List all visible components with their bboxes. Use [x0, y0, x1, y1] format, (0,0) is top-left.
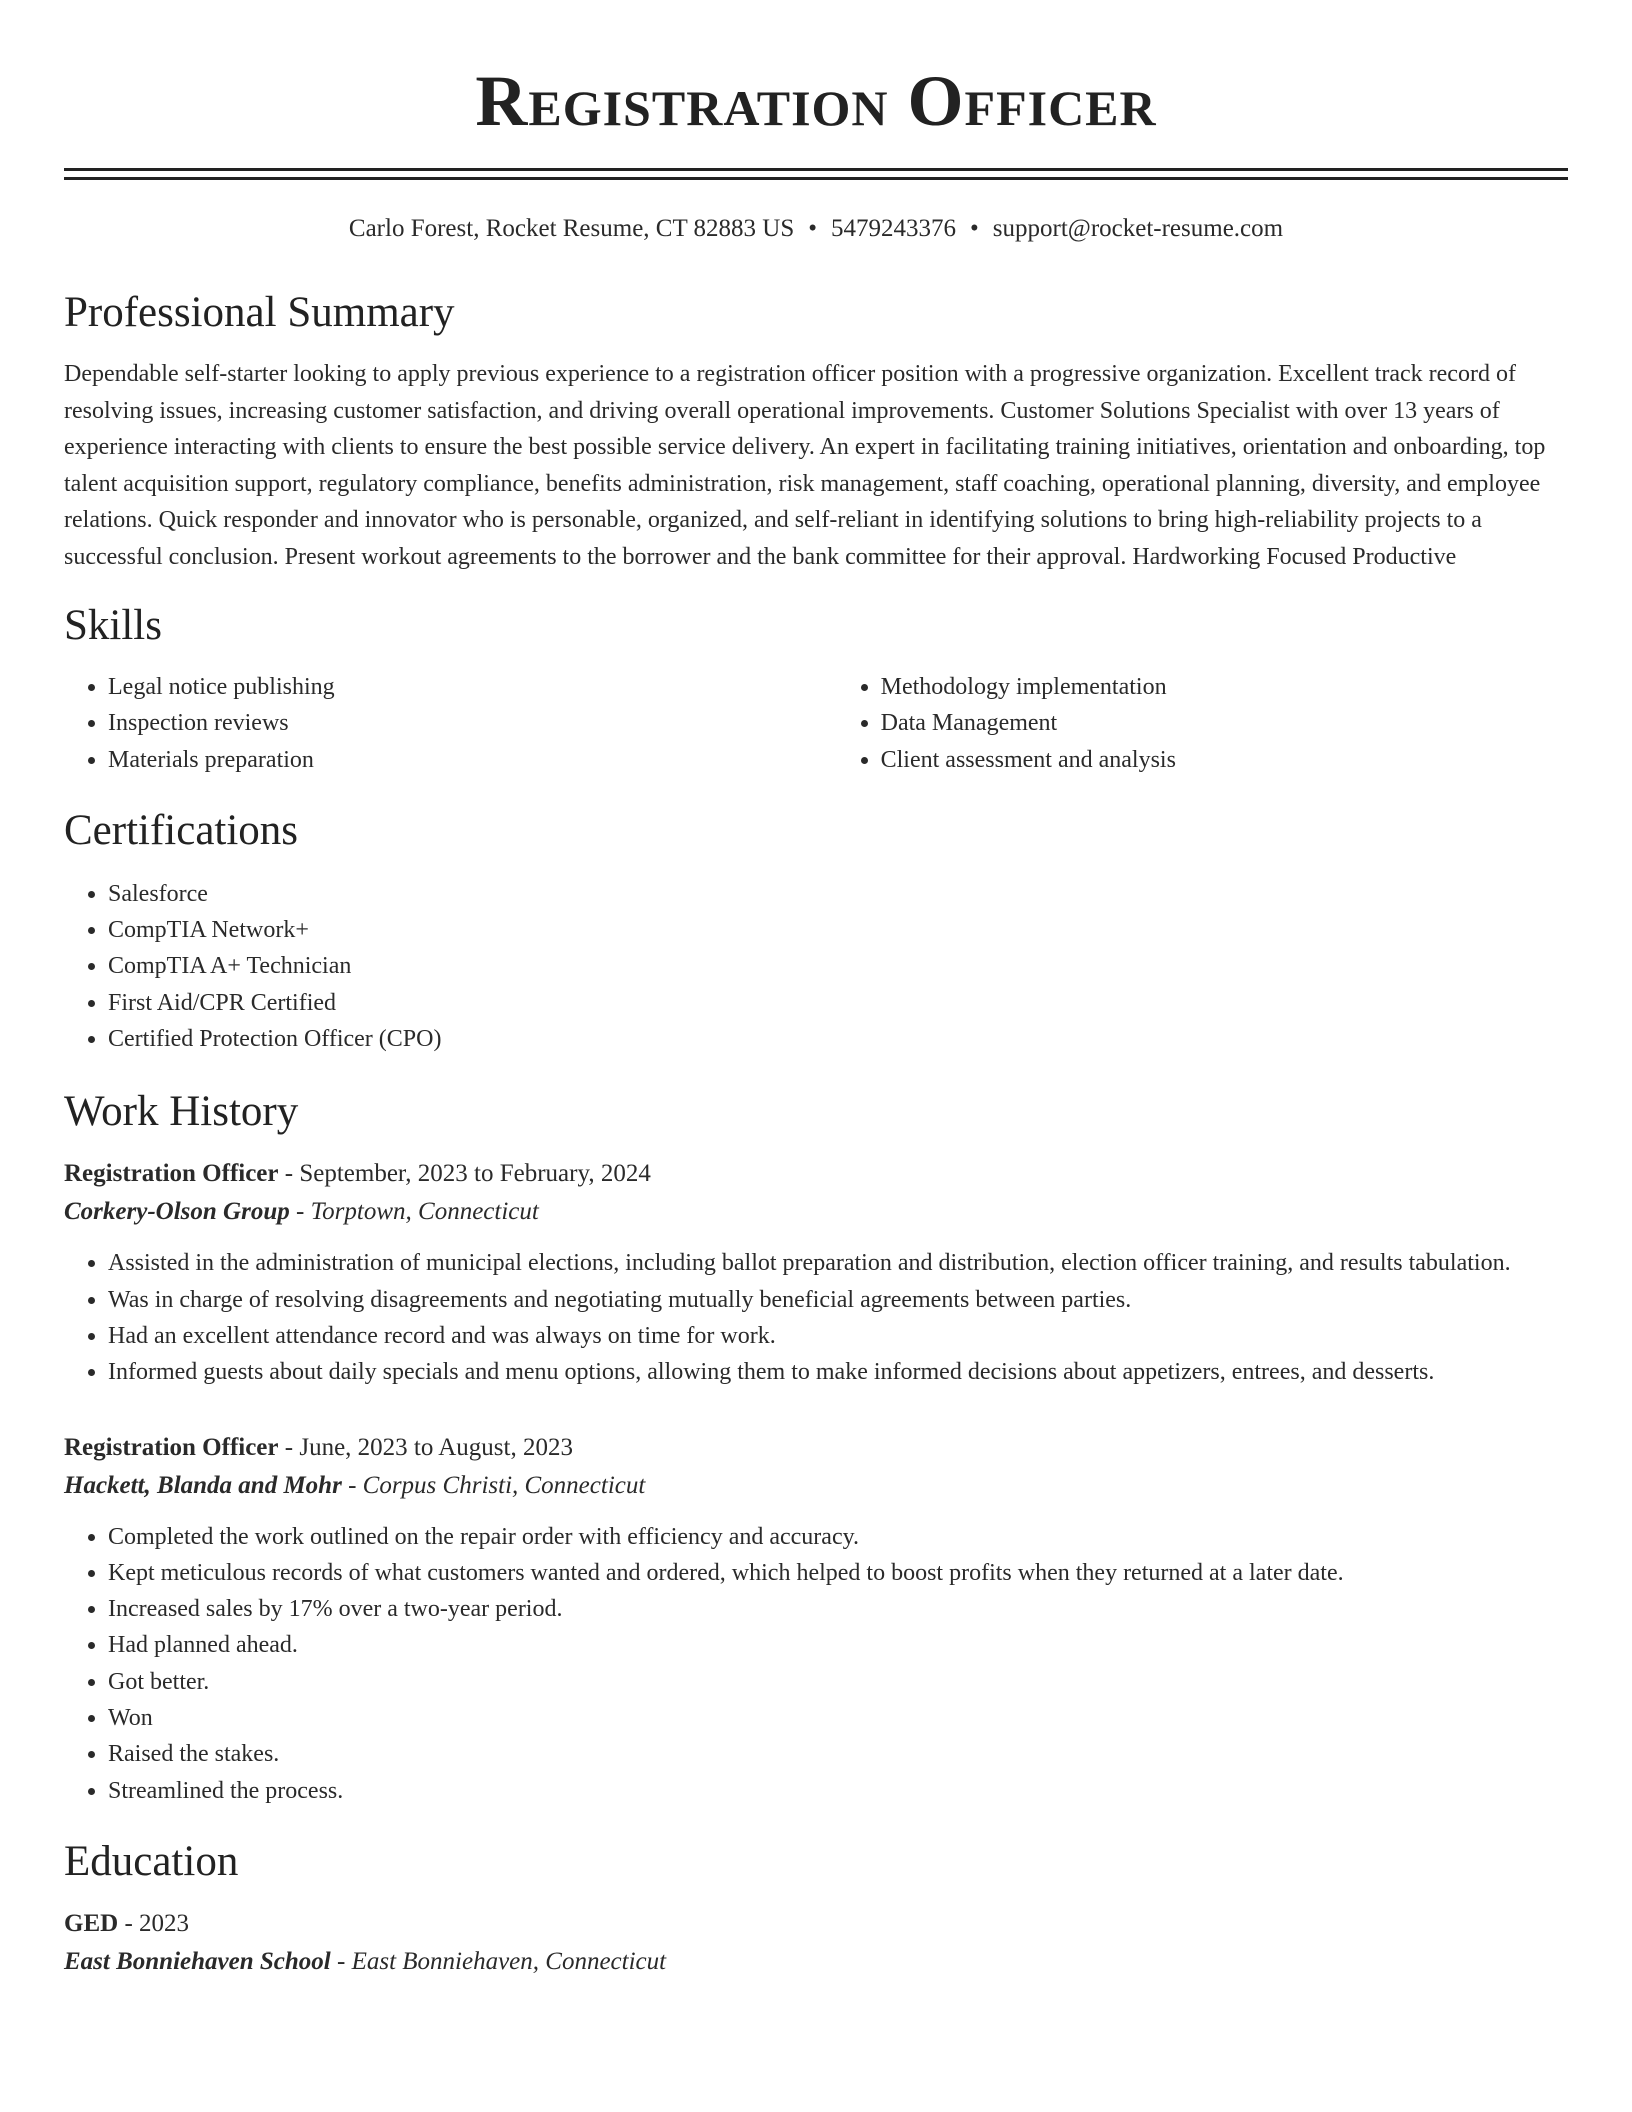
- skill-item: • Inspection reviews: [108, 705, 837, 741]
- job-bullets: [64, 1519, 1568, 1809]
- summary-text: Dependable self-starter looking to apply previous experience to a registration officer position with a progressive organization. Excellent track record of resolving issues, increasing customer satisfaction, and driving overall operational improvements. Customer Solutions Specialist with over 13 years of experience interacting with clients to ensure the best possible service delivery. An expert in facilitating training initiatives, orientation and onboarding, top talent acquisition support, regulatory compliance, benefits administration, risk management, staff coaching, operational planning, diversity, and employee relations. Quick responder and innovator who is personable, organized, and self-reliant in identifying solutions to bring high-reliability projects to a successful conclusion. Present workout agreements to the borrower and the bank committee for their approval. Hardworking Focused Productive: [64, 361, 1546, 570]
- title-divider-thick: [64, 168, 1568, 171]
- skill-item: • Methodology implementation: [881, 669, 1568, 705]
- work-history-heading: Work History: [64, 1088, 299, 1136]
- job-dates: June, 2023 to August, 2023: [299, 1433, 573, 1461]
- education-year: 2023: [139, 1909, 190, 1937]
- job-company: Hackett, Blanda and Mohr: [64, 1471, 342, 1499]
- job-company-line: Corkery-Olson Group - Torptown, Connecticut: [64, 1198, 539, 1226]
- job-location: Corpus Christi, Connecticut: [362, 1471, 646, 1499]
- education-location: East Bonniehaven, Connecticut: [351, 1947, 667, 1975]
- job-bullet: • Increased sales by 17% over a two-year period.: [108, 1591, 1568, 1627]
- education-school: East Bonniehaven School: [64, 1947, 331, 1975]
- contact-address: Carlo Forest, Rocket Resume, CT 82883 US: [348, 215, 795, 242]
- certification-item: • CompTIA Network+: [108, 912, 1568, 948]
- skills-list-right: [837, 669, 1568, 778]
- job-bullet: • Was in charge of resolving disagreements and negotiating mutually beneficial agreements between parties.: [108, 1282, 1568, 1318]
- job-title: Registration Officer: [64, 1160, 279, 1188]
- job-bullet: • Assisted in the administration of municipal elections, including ballot preparation and distribution, election officer training, and results tabulation.: [108, 1245, 1568, 1281]
- contact-separator: •: [970, 215, 979, 242]
- education-school-line: East Bonniehaven School - East Bonniehaven, Connecticut: [64, 1947, 667, 1975]
- skill-item: • Data Management: [881, 705, 1568, 741]
- job-bullet: • Got better.: [108, 1664, 1568, 1700]
- job-company-line: Hackett, Blanda and Mohr - Corpus Christi, Connecticut: [64, 1471, 646, 1499]
- job-bullet: • Had an excellent attendance record and was always on time for work.: [108, 1318, 1568, 1354]
- job-company: Corkery-Olson Group: [64, 1198, 290, 1226]
- contact-separator: •: [808, 215, 818, 242]
- job-dates: September, 2023 to February, 2024: [299, 1160, 651, 1188]
- job-bullets: [64, 1245, 1568, 1390]
- job-bullet: • Raised the stakes.: [108, 1736, 1568, 1772]
- skills-heading: Skills: [64, 602, 162, 649]
- certification-item: • Certified Protection Officer (CPO): [108, 1021, 1568, 1057]
- job-title-line: Registration Officer - June, 2023 to August, 2023: [64, 1433, 573, 1461]
- job-location: Torptown, Connecticut: [310, 1198, 539, 1226]
- education-entry: [64, 1905, 1568, 1981]
- job-bullet: • Streamlined the process.: [108, 1773, 1568, 1809]
- job-title: Registration Officer: [64, 1433, 279, 1461]
- skill-item: • Client assessment and analysis: [881, 742, 1568, 778]
- job-entry: [64, 1155, 1568, 1390]
- job-bullet: • Had planned ahead.: [108, 1627, 1568, 1663]
- contact-phone: 5479243376: [831, 215, 957, 242]
- education-section: [64, 1837, 1568, 1981]
- skills-section: [64, 601, 1568, 778]
- certifications-section: [64, 806, 1568, 1057]
- skills-grid: [64, 651, 1568, 778]
- education-degree: GED: [64, 1909, 119, 1937]
- title-divider-thin: [64, 177, 1568, 180]
- skill-item: • Materials preparation: [108, 742, 837, 778]
- certification-item: • CompTIA A+ Technician: [108, 948, 1568, 984]
- contact-email: support@rocket-resume.com: [992, 215, 1284, 242]
- page-title: Registration Officer: [475, 61, 1157, 141]
- contact-line: [64, 214, 1568, 244]
- skill-item: • Legal notice publishing: [108, 669, 837, 705]
- job-bullet: • Informed guests about daily specials and menu options, allowing them to make informed decisions about appetizers, entrees, and desserts.: [108, 1354, 1568, 1390]
- summary-section: [64, 288, 1568, 575]
- certification-item: • First Aid/CPR Certified: [108, 985, 1568, 1021]
- skills-list-left: [64, 669, 837, 778]
- certifications-heading: Certifications: [64, 806, 299, 854]
- job-bullet: • Won: [108, 1700, 1568, 1736]
- work-history-section: [64, 1087, 1568, 1809]
- job-title-line: Registration Officer - September, 2023 to February, 2024: [64, 1160, 651, 1188]
- education-degree-line: GED - 2023: [64, 1909, 190, 1937]
- certifications-list: [64, 876, 1568, 1057]
- job-bullet: • Completed the work outlined on the repair order with efficiency and accuracy.: [108, 1519, 1568, 1555]
- job-entry: [64, 1429, 1568, 1809]
- certification-item: • Salesforce: [108, 876, 1568, 912]
- education-heading: Education: [64, 1837, 239, 1885]
- job-bullet: • Kept meticulous records of what customers wanted and ordered, which helped to boost profits when they returned at a later date.: [108, 1555, 1568, 1591]
- summary-heading: Professional Summary: [64, 289, 455, 336]
